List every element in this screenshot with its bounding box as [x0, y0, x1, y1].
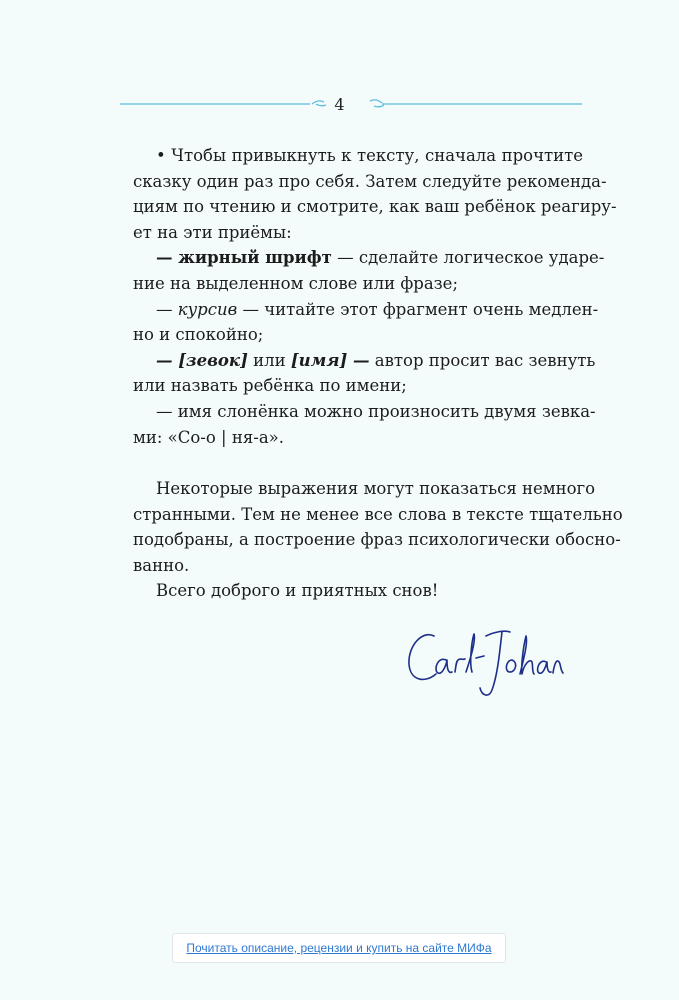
italic-label: курсив [177, 299, 238, 319]
paragraph-line: но и спокойно; [133, 325, 264, 345]
list-item-text: автор просит вас зевнуть [369, 350, 596, 370]
name-label: [имя] — [290, 350, 370, 370]
paragraph-line: ми: «Со-о | ня-а». [133, 427, 285, 447]
list-item-text: — читайте этот фрагмент очень медлен- [237, 299, 599, 319]
page-number: 4 [334, 95, 345, 114]
notes-block [133, 476, 623, 604]
paragraph-line [133, 143, 583, 169]
yawn-label: — [зевок] [156, 350, 248, 370]
list-item-text: или [247, 350, 291, 370]
list-item-brackets [133, 348, 596, 374]
paragraph-line: ние на выделенном слове или фразе; [133, 273, 458, 293]
bold-label: — жирный шрифт [156, 248, 332, 268]
closing-line: Всего доброго и приятных снов! [156, 581, 439, 601]
instructions-block [133, 143, 617, 450]
buy-on-mif-link[interactable]: Почитать описание, рецензии и купить на сайте МИФа [172, 933, 506, 963]
paragraph-line: сказку один раз про себя. Затем следуйте рекоменда- [133, 171, 607, 191]
paragraph-line: подобраны, а построение фраз психологически обосно- [133, 530, 621, 550]
dash: — [156, 299, 178, 319]
paragraph-line: Некоторые выражения могут показаться немного [156, 479, 596, 498]
list-item-italic [133, 297, 599, 323]
signature-icon [400, 618, 570, 708]
signature [400, 618, 570, 708]
list-item-text: — сделайте логическое ударе- [331, 248, 605, 268]
list-item-bold [133, 245, 605, 271]
paragraph-line: циям по чтению и смотрите, как ваш ребёнок реагиру- [133, 197, 617, 217]
paragraph-line: ет на эти приёмы: [133, 222, 292, 242]
bullet: • [156, 146, 166, 165]
paragraph-line: ванно. [133, 555, 190, 575]
paragraph-text: Чтобы привыкнуть к тексту, сначала прочтите [171, 146, 583, 165]
paragraph-line: или назвать ребёнка по имени; [133, 376, 407, 396]
paragraph-line: странными. Тем не менее все слова в тексте тщательно [133, 504, 623, 524]
list-item-name: — имя слонёнка можно произносить двумя зевка- [156, 401, 596, 421]
